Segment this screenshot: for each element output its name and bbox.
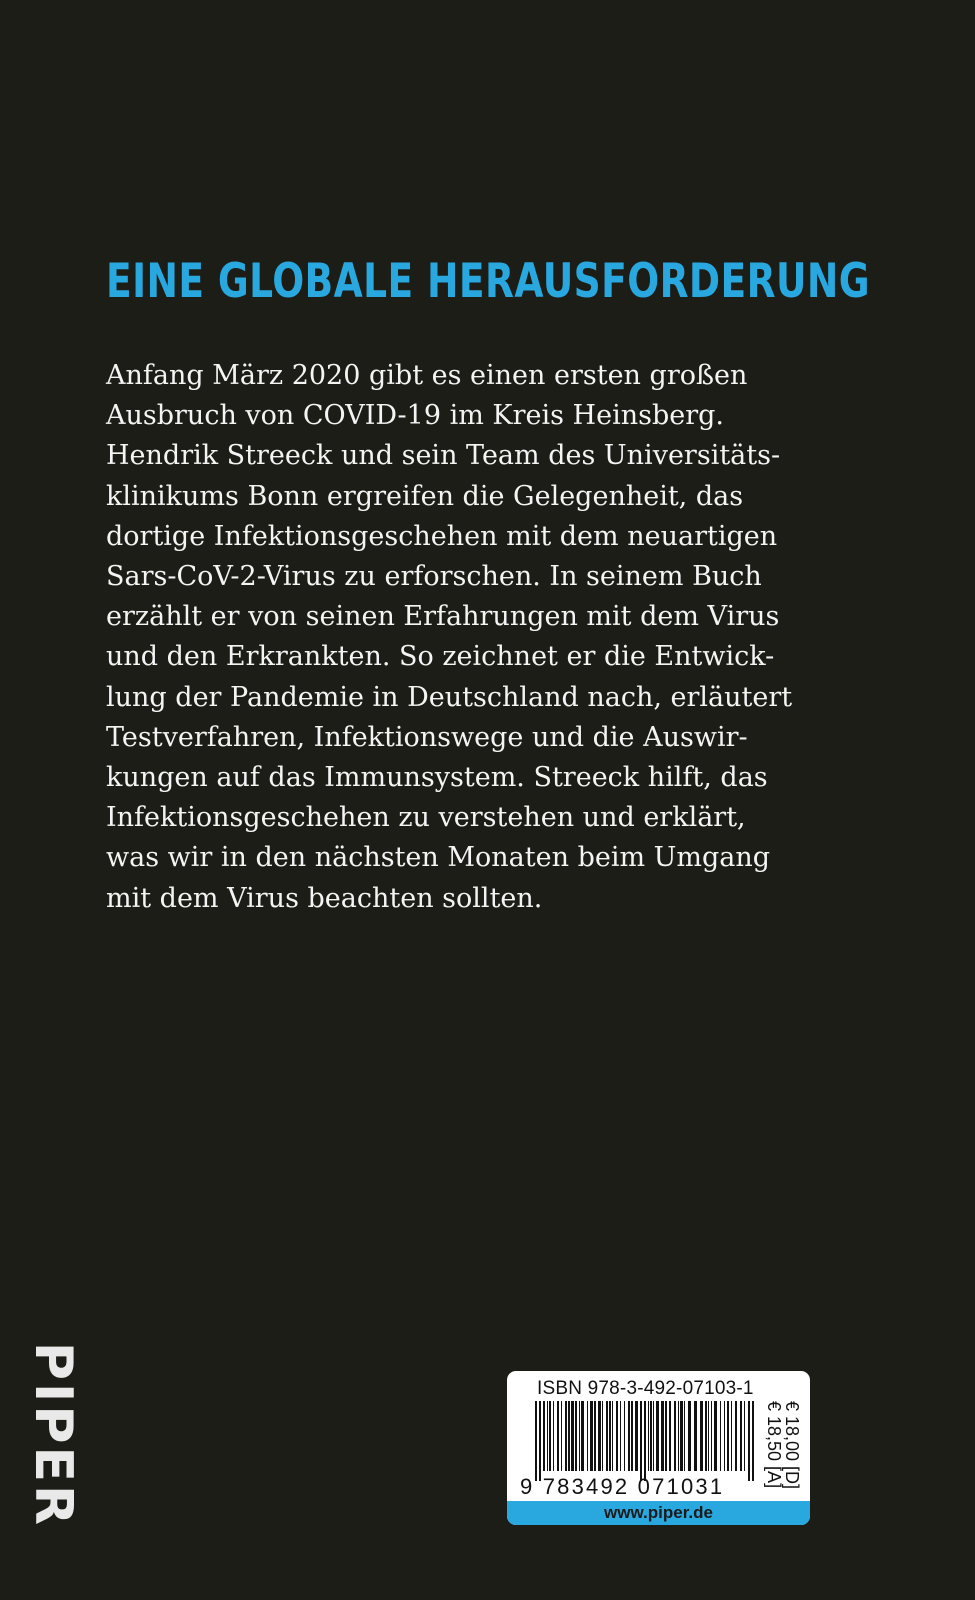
barcode-bar bbox=[720, 1401, 721, 1471]
blurb-line: dortige Infektionsgeschehen mit dem neuartigen bbox=[106, 520, 778, 552]
blurb-line: und den Erkrankten. So zeichnet er die Entwick- bbox=[106, 641, 775, 673]
barcode-bar bbox=[598, 1401, 601, 1471]
barcode-bar bbox=[612, 1401, 613, 1471]
barcode-digits: 9 783492 071031 bbox=[520, 1474, 725, 1499]
barcode-bar bbox=[735, 1401, 737, 1471]
blurb-text bbox=[106, 356, 866, 919]
barcode-bar bbox=[561, 1401, 562, 1471]
barcode-image bbox=[527, 1401, 759, 1481]
barcode-bar bbox=[547, 1401, 548, 1471]
barcode-bar bbox=[700, 1401, 703, 1471]
barcode-bar bbox=[694, 1401, 697, 1471]
blurb-line: Anfang März 2020 gibt es einen ersten großen bbox=[106, 360, 748, 391]
barcode-bar bbox=[648, 1401, 649, 1471]
barcode-bar bbox=[606, 1401, 608, 1471]
barcode-bar bbox=[748, 1401, 750, 1481]
barcode-bar bbox=[631, 1401, 633, 1471]
blurb-line: mit dem Virus beachten sollten. bbox=[106, 882, 543, 914]
blurb-line: Testverfahren, Infektionswege und die Auswir- bbox=[106, 721, 748, 753]
publisher-logo bbox=[18, 1340, 88, 1530]
barcode-bar bbox=[557, 1401, 559, 1471]
blurb-line: erzählt er von seinen Erfahrungen mit dem Virus bbox=[106, 601, 780, 633]
headline: EINE GLOBALE HERAUSFORDERUNG bbox=[106, 254, 871, 309]
barcode-bar bbox=[653, 1401, 654, 1471]
barcode-bar bbox=[688, 1401, 691, 1471]
barcode-bar bbox=[678, 1401, 679, 1471]
barcode-bar bbox=[661, 1401, 664, 1471]
blurb-line: Infektionsgeschehen zu verstehen und erklärt, bbox=[106, 802, 746, 834]
price-block bbox=[761, 1399, 809, 1499]
barcode-bar bbox=[609, 1401, 611, 1471]
blurb-line: Ausbruch von COVID-19 im Kreis Heinsberg. bbox=[106, 400, 724, 432]
barcode-bar bbox=[714, 1401, 717, 1471]
barcode-bar bbox=[575, 1401, 577, 1471]
barcode-bar bbox=[635, 1401, 638, 1471]
barcode-bar bbox=[674, 1401, 676, 1471]
barcode-bar bbox=[602, 1401, 603, 1471]
barcode-bar bbox=[616, 1401, 618, 1471]
isbn-text: ISBN 978-3-492-07103-1 bbox=[537, 1378, 754, 1399]
barcode-bar bbox=[628, 1401, 630, 1471]
blurb-line: kungen auf das Immunsystem. Streeck hilft, das bbox=[106, 762, 768, 794]
publisher-url: www.piper.de bbox=[507, 1501, 810, 1525]
barcode-bar bbox=[594, 1401, 596, 1471]
barcode-bar bbox=[708, 1401, 709, 1471]
blurb-line: Hendrik Streeck und sein Team des Universitäts- bbox=[106, 440, 781, 472]
barcode-bar bbox=[579, 1401, 580, 1471]
barcode-bar bbox=[724, 1401, 725, 1471]
barcode-bar bbox=[644, 1401, 646, 1481]
barcode-bar bbox=[620, 1401, 621, 1471]
barcode-bar bbox=[590, 1401, 593, 1471]
barcode-bar bbox=[535, 1401, 537, 1481]
barcode-bar bbox=[669, 1401, 671, 1471]
barcode-bar bbox=[587, 1401, 588, 1471]
barcode-bar bbox=[752, 1401, 754, 1481]
barcode-bar bbox=[568, 1401, 570, 1471]
barcode-bar bbox=[744, 1401, 745, 1471]
barcode-bar bbox=[711, 1401, 712, 1471]
blurb-line: lung der Pandemie in Deutschland nach, erläutert bbox=[106, 681, 793, 713]
blurb-line: was wir in den nächsten Monaten beim Umgang bbox=[106, 842, 771, 874]
barcode-bar bbox=[553, 1401, 554, 1471]
barcode-bar bbox=[665, 1401, 667, 1471]
barcode-bar bbox=[727, 1401, 729, 1471]
barcode-bar bbox=[740, 1401, 742, 1471]
barcode-bar bbox=[650, 1401, 652, 1471]
price-austria: € 18,50 [A] bbox=[764, 1401, 784, 1489]
barcode-bar bbox=[565, 1401, 567, 1471]
price-germany: € 18,00 [D] bbox=[782, 1401, 802, 1490]
barcode-bar bbox=[731, 1401, 732, 1471]
barcode-bar bbox=[640, 1401, 642, 1481]
barcode-bar bbox=[539, 1401, 541, 1481]
barcode-bar bbox=[581, 1401, 584, 1471]
publisher-name: PIPER bbox=[23, 1341, 83, 1529]
barcode-bar bbox=[624, 1401, 625, 1471]
barcode-bar bbox=[680, 1401, 683, 1471]
barcode-label bbox=[507, 1371, 810, 1525]
blurb-line: klinikums Bonn ergreifen die Gelegenheit, das bbox=[106, 480, 744, 512]
barcode-bar bbox=[656, 1401, 659, 1471]
barcode-bar bbox=[543, 1401, 545, 1471]
barcode-bar bbox=[549, 1401, 551, 1471]
barcode-bar bbox=[684, 1401, 685, 1471]
barcode-bar bbox=[705, 1401, 707, 1471]
barcode-bar bbox=[571, 1401, 574, 1471]
blurb-line: Sars-CoV-2-Virus zu erforschen. In seinem Buch bbox=[106, 561, 762, 593]
